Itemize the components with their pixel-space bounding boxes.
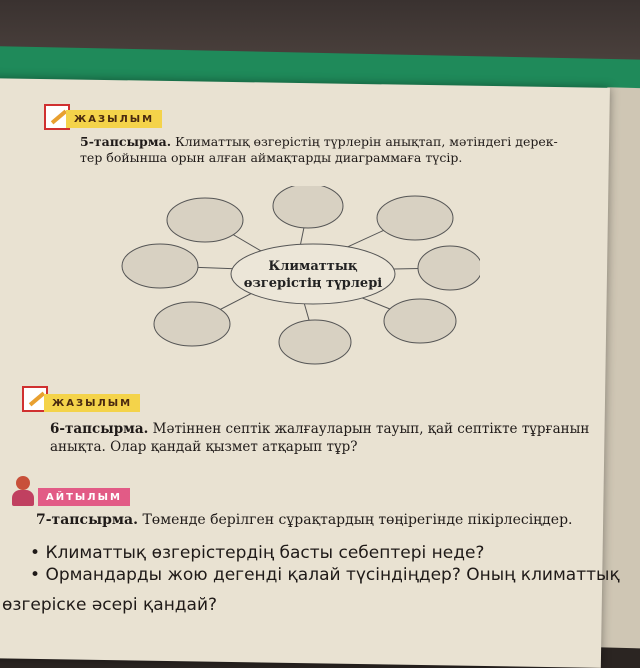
task-7 (36, 512, 626, 528)
list-item: • Климаттық өзгерістердің басты себептері неде? (30, 543, 485, 563)
bullet-text-2: Ормандарды жою дегенді қалай түсіндіңдер? Оның климаттық (45, 565, 620, 585)
empty-oval-6 (154, 302, 230, 346)
section-label-writing-2: ЖАЗЫЛЫМ (44, 394, 140, 412)
task-6-text-line1: Мәтіннен септік жалғауларын тауып, қай септікте тұрғанын (152, 421, 590, 437)
section-label-speaking: АЙТЫЛЫМ (38, 488, 130, 506)
task-5-title: 5-тапсырма. (80, 134, 172, 149)
empty-oval-3 (377, 196, 453, 240)
task-6-text-line2: анықта. Олар қандай қызмет атқарып тұр? (50, 439, 358, 455)
bullet-text-1: Климаттық өзгерістердің басты себептері неде? (45, 543, 485, 563)
center-label-line2: өзгерістің түрлері (243, 276, 383, 291)
task-5-text-line1: Климаттық өзгерістің түрлерін анықтап, мәтіндегі дерек- (175, 134, 558, 149)
center-oval (231, 244, 395, 304)
empty-oval-8 (384, 299, 456, 343)
list-item: • Ормандарды жою дегенді қалай түсіндіңдер? Оның климаттық (30, 565, 620, 585)
bullet-continuation: өзгеріске әсері қандай? (2, 595, 218, 615)
task-7-title: 7-тапсырма. (36, 512, 138, 528)
empty-oval-2 (273, 186, 343, 228)
empty-oval-1 (167, 198, 243, 242)
empty-oval-7 (279, 320, 351, 364)
section-label-writing-1: ЖАЗЫЛЫМ (66, 110, 162, 128)
task-5 (80, 134, 610, 166)
empty-oval-4 (122, 244, 198, 288)
task-6 (50, 420, 620, 456)
cluster-diagram (110, 186, 480, 376)
speaking-person-icon (10, 476, 36, 508)
task-6-title: 6-тапсырма. (50, 421, 149, 437)
bullet-list (30, 542, 630, 586)
center-label-line1: Климаттық (268, 259, 358, 274)
task-7-text: Төменде берілген сұрақтардың төңірегінде пікірлесіңдер. (142, 512, 573, 528)
empty-oval-5 (418, 246, 480, 290)
task-5-text-line2: тер бойынша орын алған аймақтарды диаграммаға түсір. (80, 150, 463, 165)
